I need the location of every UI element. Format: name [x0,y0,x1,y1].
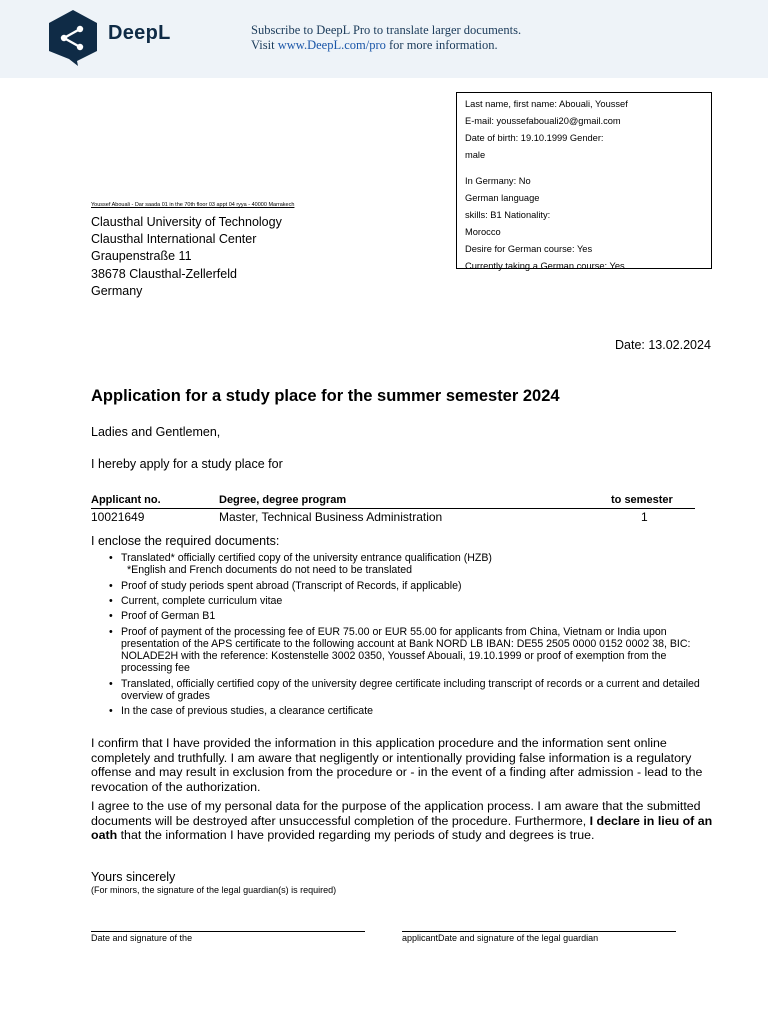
header-degree-program: Degree, degree program [219,494,347,506]
signature-line-guardian [402,931,676,932]
promo-line-2 [251,38,521,53]
bullet-icon: • [109,579,113,592]
list-item [109,595,709,607]
info-line: male [465,150,486,160]
address-line: Clausthal University of Technology [91,215,282,229]
recipient-address [91,214,282,300]
header-applicant-no: Applicant no. [91,494,161,506]
cell-applicant-no: 10021649 [91,510,145,524]
required-documents-list [109,552,709,721]
info-line: German language [465,193,540,203]
info-line: Morocco [465,227,501,237]
promo-rest: for more information. [389,37,498,52]
info-line: Date of birth: 19.10.1999 Gender: [465,133,604,143]
agree-paragraph [91,799,721,843]
agree-text-end: that the information I have provided regarding my periods of study and degrees is true. [120,828,595,842]
bullet-icon: • [109,594,113,607]
document-text: Proof of payment of the processing fee of EUR 75.00 or EUR 55.00 for applicants from China, Vietnam or India upon presentation of the APS certificate to the following account at Bank NORD LB IBAN: DE55 2505 0000 0152 0002 38, BIC: NOLADE2H with the reference: Kostenstelle 3002 0350, Youssef Abouali, 19.10.1999 or proof of exemption from the processing fee [121,625,691,675]
info-line: Currently taking a German course: Yes [465,261,625,271]
cell-semester: 1 [641,510,648,524]
document-text: Current, complete curriculum vitae [121,594,283,607]
promo-text [251,23,521,52]
list-item [109,626,709,675]
list-item [109,580,709,592]
oath-declaration: I declare in lieu of an oath [91,813,713,842]
application-table [91,493,695,525]
document-text: Proof of study periods spent abroad (Transcript of Records, if applicable) [121,579,462,592]
promo-visit: Visit [251,37,275,52]
info-line: Last name, first name: Abouali, Youssef [465,99,628,109]
signature-line-applicant [91,931,365,932]
bullet-icon: • [109,677,113,690]
deepl-banner [0,0,768,78]
closing: Yours sincerely [91,870,176,884]
signature-label-applicant: Date and signature of the [91,933,193,943]
list-item [109,678,709,702]
bullet-icon: • [109,625,113,638]
confirm-paragraph: I confirm that I have provided the information in this application procedure and the information sent online completely and truthfully. I am aware that negligently or intentionally providing false information is a regulatory offense and may result in exclusion from the procedure or - in the event of a finding after admission - lead to the revocation of the authorization. [91,736,703,794]
deepl-brand-name: DeepL [108,22,171,44]
bullet-icon: • [109,610,113,623]
signature-label-guardian: applicantDate and signature of the legal guardian [402,933,599,943]
enclose-statement: I enclose the required documents: [91,534,280,548]
document-text: Proof of German B1 [121,610,216,623]
table-header-row [91,493,695,509]
applicant-info-box [456,92,712,269]
info-line: Desire for German course: Yes [465,244,593,254]
document-text: Translated* officially certified copy of the university entrance qualification (HZB) [121,552,492,564]
promo-line-1: Subscribe to DeepL Pro to translate larger documents. [251,23,522,37]
document-note: *English and French documents do not need to be translated [127,564,413,577]
info-line: In Germany: No [465,176,531,186]
letter-date: Date: 13.02.2024 [615,338,711,352]
info-line: skills: B1 Nationality: [465,210,551,220]
table-row [91,509,695,525]
address-line: Clausthal International Center [91,232,257,247]
document-text: Translated, officially certified copy of the university degree certificate including transcript of records or a current and detailed overview of grades [121,677,700,702]
deepl-logo-icon[interactable] [47,9,99,67]
address-line: Germany [91,283,143,298]
letter-title: Application for a study place for the summer semester 2024 [91,387,560,405]
bullet-icon: • [109,552,113,564]
minors-note: (For minors, the signature of the legal guardian(s) is required) [91,885,337,895]
apply-statement: I hereby apply for a study place for [91,457,283,471]
info-spacer [465,164,703,173]
agree-text-start: I agree to the use of my personal data for the purpose of the application process. I am aware that the submitted documents will be destroyed after unsuccessful completion of the procedure. Furthermore, [91,799,701,828]
address-line: 38678 Clausthal-Zellerfeld [91,266,237,281]
address-line: Graupenstraße 11 [91,249,192,264]
greeting: Ladies and Gentlemen, [91,425,221,439]
sender-address-line: Youssef Abouali - Dar saada 01 in the 70th floor 03 appt 04 ryya - 40000 Marrakech [91,202,295,208]
list-item [109,552,709,576]
list-item [109,705,709,717]
info-line: E-mail: youssefabouali20@gmail.com [465,116,621,126]
document-text: In the case of previous studies, a clearance certificate [121,705,374,718]
bullet-icon: • [109,705,113,718]
cell-degree-program: Master, Technical Business Administration [219,510,443,524]
list-item [109,610,709,622]
header-to-semester: to semester [611,494,673,506]
deepl-pro-link[interactable]: www.DeepL.com/pro [277,37,386,52]
